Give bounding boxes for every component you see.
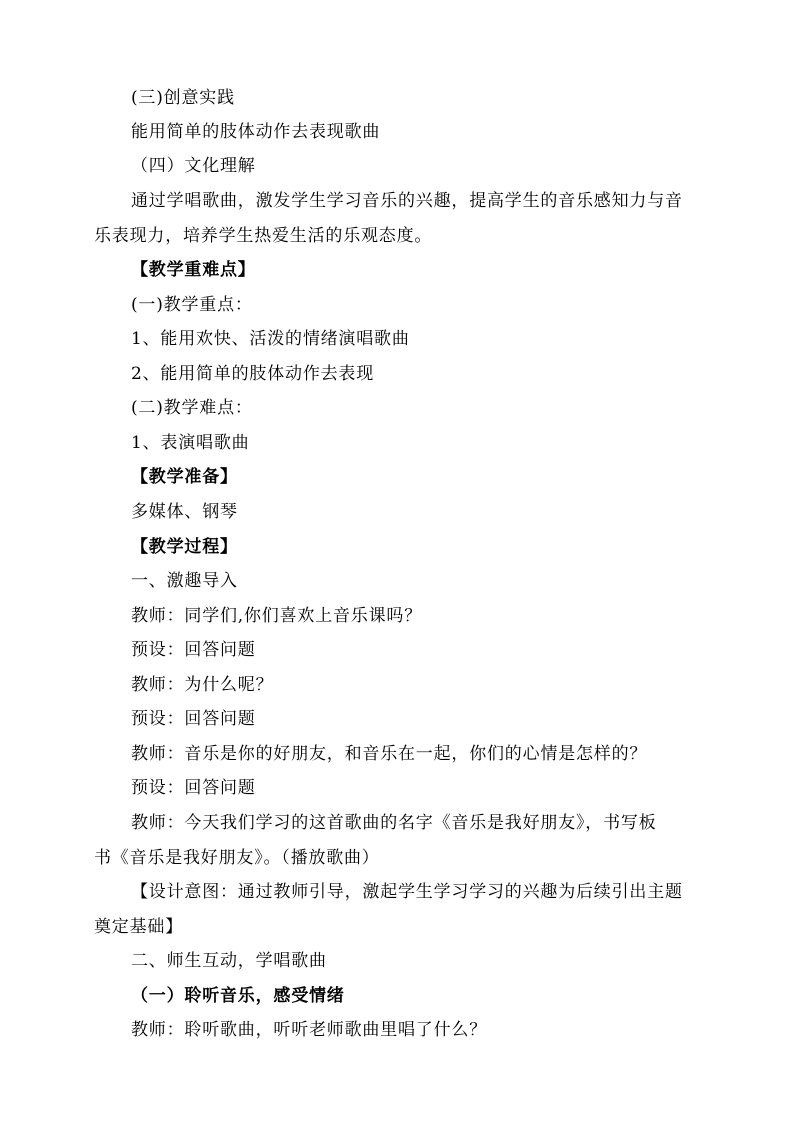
list-item: 1、表演唱歌曲 <box>131 433 250 453</box>
design-intent: 【设计意图：通过教师引导，激起学生学习学习的兴趣为后续引出主题 <box>131 882 683 902</box>
step-heading: 二、师生互动，学唱歌曲 <box>131 951 327 971</box>
step-heading: 一、激趣导入 <box>131 571 238 591</box>
section-heading-key-points: 【教学重难点】 <box>131 260 256 280</box>
list-item: 1、能用欢快、活泼的情绪演唱歌曲 <box>131 329 410 349</box>
dialogue-line: 预设：回答问题 <box>131 640 256 660</box>
paragraph-line: 能用简单的肢体动作去表现歌曲 <box>131 122 381 142</box>
dialogue-line: 预设：回答问题 <box>131 709 256 729</box>
paragraph-line: 通过学唱歌曲，激发学生学习音乐的兴趣，提高学生的音乐感知力与音 <box>131 191 683 211</box>
heading-cultural-understanding: （四）文化理解 <box>131 156 256 176</box>
design-intent: 奠定基础】 <box>94 917 183 937</box>
dialogue-line: 教师：音乐是你的好朋友，和音乐在一起，你们的心情是怎样的？ <box>131 744 648 764</box>
sub-step-heading: （一）聆听音乐，感受情绪 <box>131 986 345 1006</box>
section-heading-process: 【教学过程】 <box>131 537 238 557</box>
dialogue-line: 教师：今天我们学习的这首歌曲的名字《音乐是我好朋友》，书写板 <box>131 813 657 833</box>
list-item: 2、能用简单的肢体动作去表现 <box>131 364 375 384</box>
subheading-difficult-point: (二)教学难点： <box>131 398 253 418</box>
section-heading-preparation: 【教学准备】 <box>131 467 238 487</box>
dialogue-line: 预设：回答问题 <box>131 778 256 798</box>
paragraph-line: 乐表现力，培养学生热爱生活的乐观态度。 <box>94 226 433 246</box>
dialogue-line: 教师：同学们,你们喜欢上音乐课吗？ <box>131 606 423 626</box>
dialogue-line: 教师：聆听歌曲，听听老师歌曲里唱了什么？ <box>131 1020 487 1040</box>
dialogue-line: 教师：为什么呢？ <box>131 675 274 695</box>
dialogue-line: 书《音乐是我好朋友》。（播放歌曲） <box>94 848 380 868</box>
paragraph-line: 多媒体、钢琴 <box>131 502 238 522</box>
subheading-key-point: (一)教学重点： <box>131 295 253 315</box>
heading-creative-practice: (三)创意实践 <box>131 88 235 108</box>
